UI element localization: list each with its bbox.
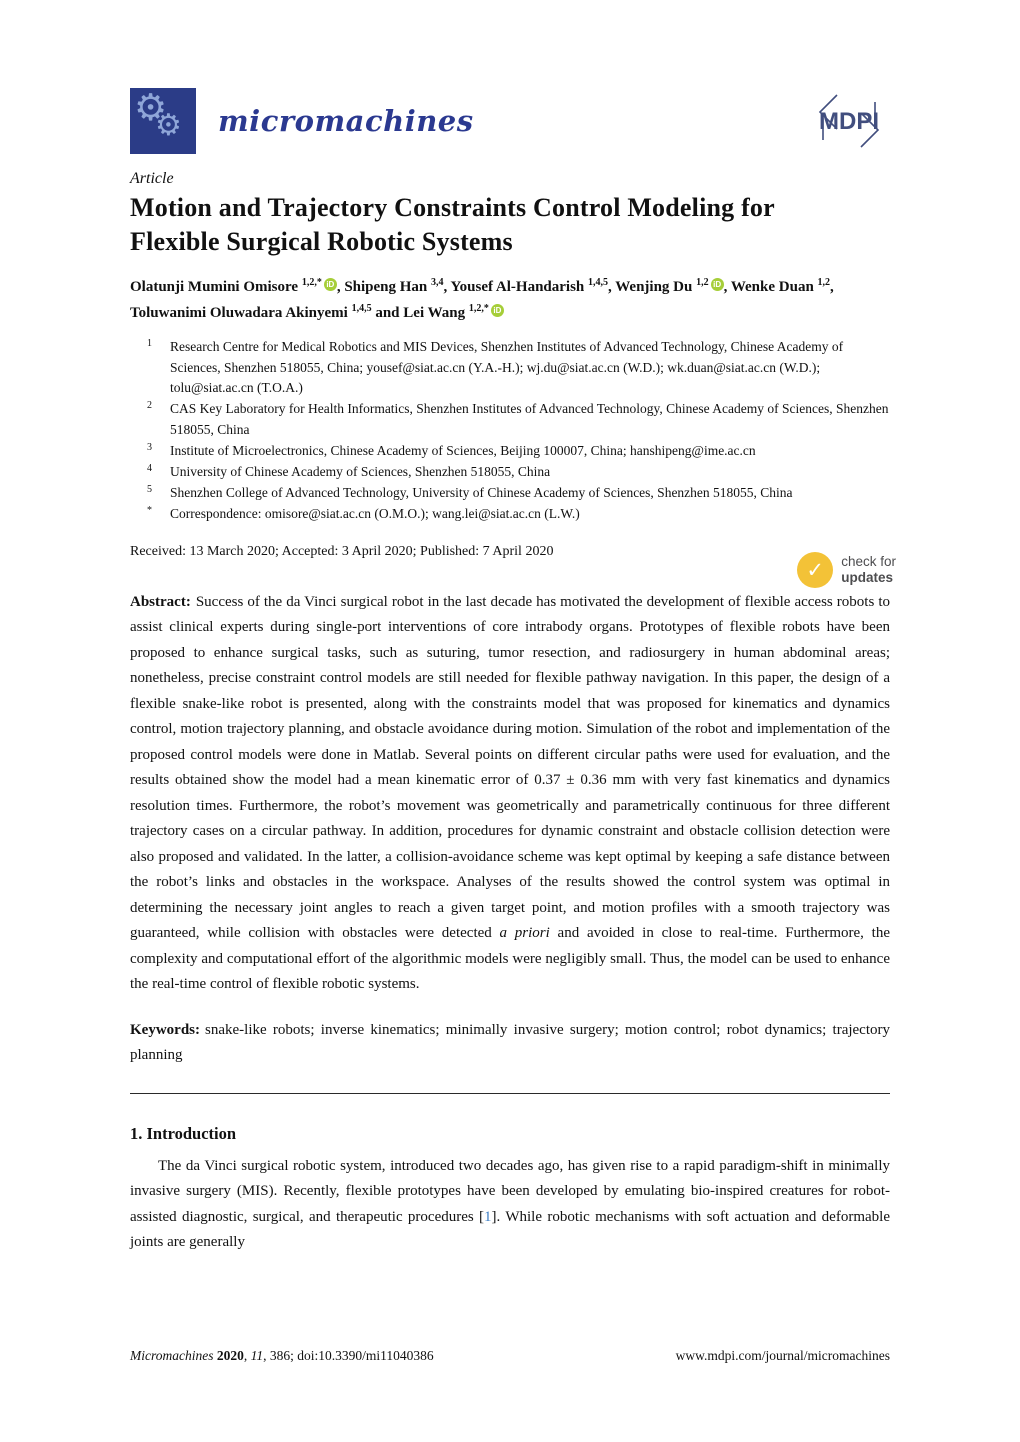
abstract-text-after: and avoided in close to real-time. Furthermore, the complexity and computational effort of the algorithmic models were negligibly small. Thus, the model can be used to enhance the real-time control of flexible robotic systems. (130, 925, 891, 993)
footer-doi: , 386; doi:10.3390/mi11040386 (263, 1348, 434, 1363)
keywords (130, 1018, 890, 1069)
keywords-text: snake-like robots; inverse kinematics; minimally invasive surgery; motion control; robot dynamics; trajectory planning (130, 1021, 890, 1064)
micromachines-logo-icon (130, 88, 196, 154)
affiliation-item (130, 441, 890, 462)
affiliation-text: Institute of Microelectronics, Chinese Academy of Sciences, Beijing 100007, China; hanshipeng@ime.ac.cn (170, 443, 756, 459)
affiliation-item (130, 337, 890, 400)
footer-journal-url[interactable]: www.mdpi.com/journal/micromachines (675, 1348, 890, 1363)
mdpi-logo-graphic (808, 92, 890, 150)
correspondence-text: Correspondence: omisore@siat.ac.cn (O.M.O.); wang.lei@siat.ac.cn (L.W.) (170, 505, 580, 521)
affiliation-marker: * (147, 504, 152, 516)
author-separator: and (371, 305, 404, 322)
footer-citation (130, 1348, 434, 1364)
author-separator: , (723, 278, 731, 295)
checkmark-glyph: ✓ (806, 557, 825, 582)
affiliation-marker: 4 (147, 463, 152, 475)
abstract-text: Success of the da Vinci surgical robot in the last decade has motivated the development of flexible access robots to assist clinical experts during single-port interventions of core intrabody organs. Prototypes of flexible robots have been proposed to enhance surgical tasks, such as suturing, tumor resection, and radiosurgery in human abdominal areas; nonetheless, precise constraint control models are still needed for flexible pathway navigation. In this paper, the design of a flexible snake-like robot is presented, along with the constraints model that was proposed for kinematics and dynamics control, motion trajectory planning, and obstacle avoidance during motion. Simulation of the robot and implementation of the proposed control models were done in Matlab. Several points on different circular paths were used for evaluation, and the results obtained show the model had a mean kinematic error of 0.37 ± 0.36 mm with very fast kinematics and dynamics resolution times. Furthermore, the robot’s movement was geometrically and parametrically continuous for three different trajectory cases on a circular pathway. In addition, procedures for dynamic constraint and obstacle collision detection were also proposed and validated. In the latter, a collision-avoidance scheme was kept optimal by keeping a safe distance between the robot’s links and obstacles in the workspace. Analyses of the results showed the control system was optimal in determining the necessary joint angles to reach a given target point, and motion profiles with a smooth trajectory was guaranteed, while collision with obstacles were detected (130, 593, 890, 942)
orcid-icon[interactable]: iD (491, 304, 504, 317)
author-name: Olatunji Mumini Omisore (130, 278, 299, 295)
author-affiliation-sup: 1,4,5 (588, 276, 609, 288)
intro-text-after: . While robotic mechanisms with soft actuation and deformable joints are generally (130, 1208, 890, 1251)
author-name: Wenke Duan (730, 278, 814, 295)
affiliation-item (130, 462, 890, 483)
citation-1-link[interactable]: 1 (484, 1208, 492, 1225)
article-type-label: Article (130, 170, 174, 187)
gear-icon: ⚙ (155, 108, 182, 143)
abstract (130, 590, 890, 998)
author-name: Toluwanimi Oluwadara Akinyemi (130, 305, 348, 322)
affiliation-marker: 5 (147, 484, 152, 496)
affiliation-marker: 1 (147, 337, 152, 349)
page-footer (130, 1348, 890, 1364)
footer-year: 2020 (213, 1348, 244, 1363)
journal-name: micromachines (218, 104, 474, 138)
affiliation-marker: 2 (147, 400, 152, 412)
orcid-icon[interactable]: iD (711, 278, 724, 291)
author-affiliation-sup: 1,2 (817, 276, 831, 288)
author-affiliation-sup: 1,4,5 (351, 303, 372, 315)
affiliation-list (130, 337, 890, 525)
author-name: Wenjing Du (615, 278, 693, 295)
author-separator: , (336, 278, 345, 295)
paper-title: Motion and Trajectory Constraints Control Modeling for Flexible Surgical Robotic Systems (130, 193, 775, 256)
journal-header (130, 88, 890, 154)
affiliation-text: Research Centre for Medical Robotics and MIS Devices, Shenzhen Institutes of Advanced Technology, Chinese Academy of Sciences, Shenzhen 518055, China; yousef@siat.ac.cn (Y.A.-H.); wj.du@siat.ac.cn (W.D.); wk.duan@siat.ac.cn (W.D.); tolu@siat.ac.cn (T.O.A.) (170, 338, 844, 396)
affiliation-text: CAS Key Laboratory for Health Informatics, Shenzhen Institutes of Advanced Technology, Chinese Academy of Sciences, Shenzhen 518055, China (170, 401, 889, 438)
divider (130, 1093, 890, 1094)
badge-line2: updates (841, 570, 893, 585)
badge-text (841, 554, 896, 585)
author-separator: , (608, 278, 616, 295)
affiliation-marker: 3 (147, 442, 152, 454)
footer-sep: , (243, 1348, 251, 1363)
cite-bracket: [ (479, 1208, 485, 1225)
intro-paragraph (130, 1154, 890, 1256)
intro-text: The da Vinci surgical robotic system, introduced two decades ago, has given rise to a rapid paradigm-shift in minimally invasive surgery (MIS). Recently, flexible prototypes have been developed by emulating bio-inspired creatures for robot-assisted diagnostic, surgical, and therapeutic procedures (130, 1157, 890, 1225)
author-affiliation-sup: 3,4 (431, 276, 444, 288)
keywords-label: Keywords: (130, 1021, 200, 1038)
abstract-label: Abstract: (130, 593, 191, 610)
badge-line1: check for (841, 554, 896, 570)
author-separator: , (830, 278, 834, 295)
author-affiliation-sup: 1,2 (696, 276, 709, 288)
author-affiliation-sup: 1,2,* (301, 276, 322, 288)
affiliation-text: University of Chinese Academy of Sciences, Shenzhen 518055, China (170, 464, 551, 480)
affiliation-text: Shenzhen College of Advanced Technology, University of Chinese Academy of Sciences, Shenzhen 518055, China (170, 485, 793, 501)
footer-journal-name: Micromachines (130, 1348, 214, 1363)
affiliation-item (130, 399, 890, 441)
check-icon (797, 552, 833, 588)
orcid-icon[interactable]: iD (324, 278, 337, 291)
author-name: Shipeng Han (344, 278, 428, 295)
check-for-updates-badge[interactable] (797, 552, 896, 588)
gear-icon: ⚙ (134, 86, 168, 129)
author-name: Lei Wang (403, 305, 466, 322)
affiliation-item (130, 483, 890, 504)
mdpi-logo-text: MDPI (819, 108, 879, 135)
affiliation-item (130, 504, 890, 525)
author-affiliation-sup: 1,2,* (468, 303, 489, 315)
journal-logo (130, 88, 474, 154)
abstract-italic-phrase: a priori (499, 925, 550, 942)
mdpi-logo (808, 92, 890, 155)
section-heading-introduction: 1. Introduction (130, 1123, 237, 1143)
cite-bracket: ] (491, 1208, 497, 1225)
footer-volume: 11 (250, 1348, 264, 1363)
author-list (130, 274, 835, 327)
author-name: Yousef Al-Handarish (450, 278, 585, 295)
dates-line: Received: 13 March 2020; Accepted: 3 April 2020; Published: 7 April 2020 (130, 543, 554, 559)
author-separator: , (443, 278, 451, 295)
